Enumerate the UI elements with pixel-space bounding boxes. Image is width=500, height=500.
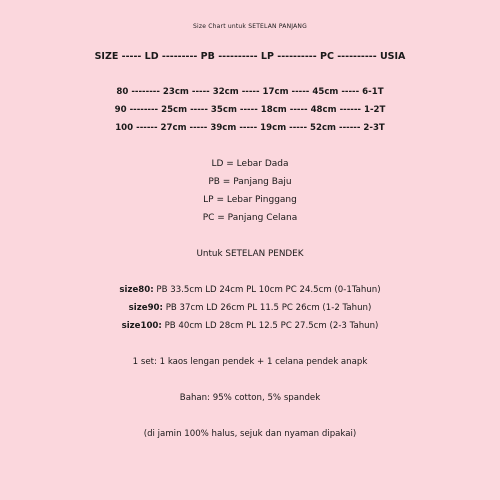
pendek-row-80 (0, 286, 500, 295)
panjang-header-row: SIZE ----- LD --------- PB ---------- LP ---------- PC ---------- USIA (94, 51, 406, 62)
pendek-row-100-label: size100: (121, 321, 162, 331)
pendek-row-100 (0, 322, 500, 331)
pendek-row-80-label: size80: (119, 285, 154, 295)
panjang-row-80: 80 -------- 23cm ----- 32cm ----- 17cm ----- 45cm ----- 6-1T (116, 87, 384, 97)
legend-pc: PC = Panjang Celana (202, 213, 298, 223)
pendek-title: Untuk SETELAN PENDEK (196, 249, 304, 259)
legend-pb: PB = Panjang Baju (208, 177, 292, 187)
quality-note: (di jamin 100% halus, sejuk dan nyaman dipakai) (143, 429, 357, 439)
chart-title: Size Chart untuk SETELAN PANJANG (193, 23, 307, 30)
pendek-row-90-detail: PB 37cm LD 26cm PL 11.5 PC 26cm (1-2 Tahun) (162, 303, 372, 313)
panjang-row-100: 100 ------ 27cm ----- 39cm ----- 19cm ----- 52cm ------ 2-3T (115, 123, 385, 133)
panjang-row-90: 90 -------- 25cm ----- 35cm ----- 18cm ----- 48cm ------ 1-2T (114, 105, 386, 115)
legend-ld: LD = Lebar Dada (211, 159, 289, 169)
pendek-row-90 (0, 304, 500, 313)
legend-lp: LP = Lebar Pinggang (203, 195, 297, 205)
set-info: 1 set: 1 kaos lengan pendek + 1 celana pendek anapk (132, 357, 368, 367)
pendek-row-90-label: size90: (128, 303, 163, 313)
material-info: Bahan: 95% cotton, 5% spandek (179, 393, 321, 403)
pendek-row-80-detail: PB 33.5cm LD 24cm PL 10cm PC 24.5cm (0-1Tahun) (153, 285, 381, 295)
pendek-row-100-detail: PB 40cm LD 28cm PL 12.5 PC 27.5cm (2-3 Tahun) (161, 321, 379, 331)
